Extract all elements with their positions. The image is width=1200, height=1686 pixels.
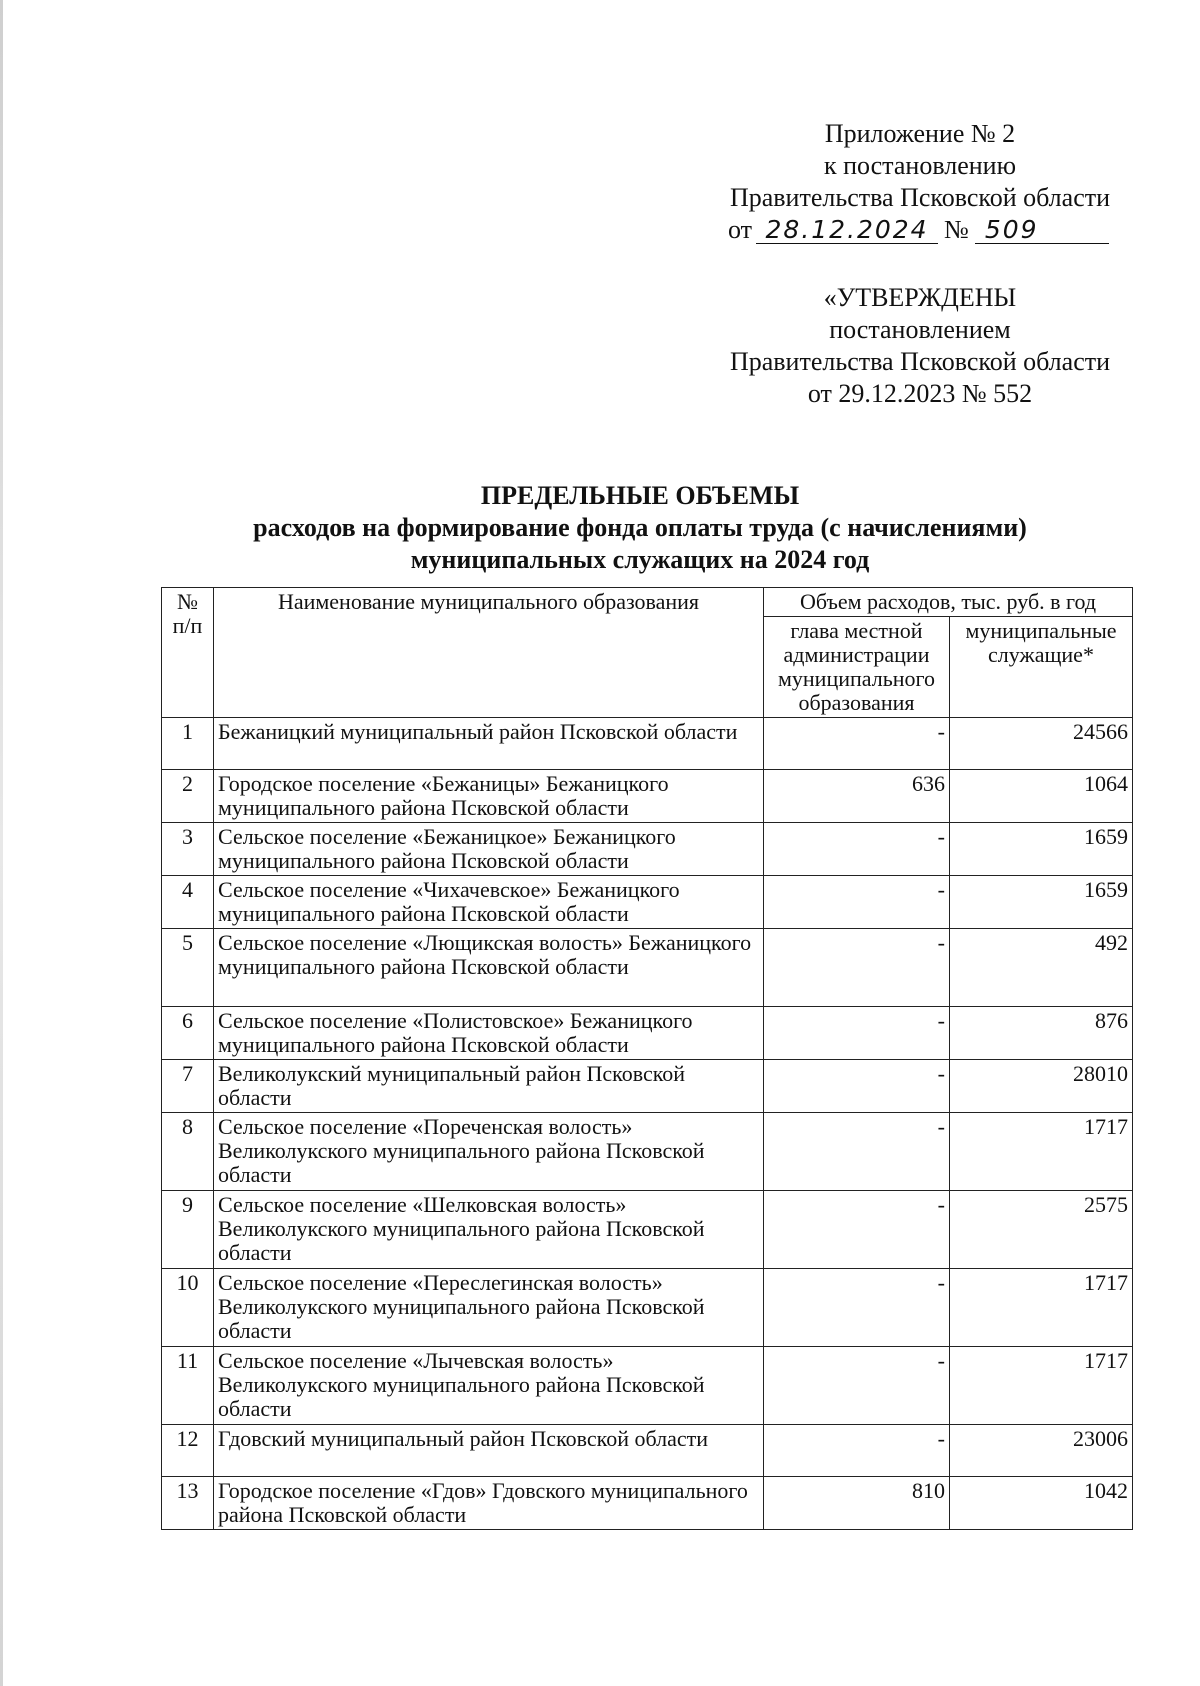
row-staff-value: 1717 <box>950 1113 1133 1191</box>
table-row <box>162 1007 1133 1060</box>
header-name: Наименование муниципального образования <box>214 588 764 718</box>
title-line-1: ПРЕДЕЛЬНЫЕ ОБЪЕМЫ <box>480 481 800 510</box>
table-row <box>162 1269 1133 1347</box>
row-number: 2 <box>162 770 214 823</box>
annex-date-number-line <box>690 214 1150 246</box>
row-head-admin-value: - <box>764 718 950 770</box>
table-row <box>162 929 1133 1007</box>
row-number: 12 <box>162 1425 214 1477</box>
row-staff-value: 28010 <box>950 1060 1133 1113</box>
approved-block <box>690 282 1150 410</box>
row-staff-value: 1717 <box>950 1347 1133 1425</box>
row-number: 8 <box>162 1113 214 1191</box>
header-number-sign: № <box>177 589 198 614</box>
table-row <box>162 1477 1133 1530</box>
row-municipality-name: Гдовский муниципальный район Псковской области <box>214 1425 764 1477</box>
row-municipality-name: Сельское поселение «Переслегинская волость» Великолукского муниципального района Псковской области <box>214 1269 764 1347</box>
table-body <box>162 718 1133 1530</box>
approved-title: «УТВЕРЖДЕНЫ <box>823 283 1017 312</box>
header-number <box>162 588 214 718</box>
row-staff-value: 2575 <box>950 1191 1133 1269</box>
row-number: 3 <box>162 823 214 876</box>
row-staff-value: 1717 <box>950 1269 1133 1347</box>
table-row <box>162 1425 1133 1477</box>
row-staff-value: 1659 <box>950 823 1133 876</box>
document-title <box>160 480 1120 576</box>
row-municipality-name: Сельское поселение «Чихачевское» Бежаницкого муниципального района Псковской области <box>214 876 764 929</box>
row-number: 7 <box>162 1060 214 1113</box>
annex-number-sign: № <box>944 215 969 244</box>
row-municipality-name: Сельское поселение «Лычевская волость» Великолукского муниципального района Псковской области <box>214 1347 764 1425</box>
table-row <box>162 1191 1133 1269</box>
row-staff-value: 1659 <box>950 876 1133 929</box>
handwritten-date: 28.12.2024 <box>756 217 938 244</box>
row-head-admin-value: - <box>764 1425 950 1477</box>
title-line-3: муниципальных служащих на 2024 год <box>410 545 870 574</box>
row-municipality-name: Городское поселение «Гдов» Гдовского муниципального района Псковской области <box>214 1477 764 1530</box>
row-number: 10 <box>162 1269 214 1347</box>
table-row <box>162 770 1133 823</box>
approved-date-number: от 29.12.2023 № 552 <box>807 379 1033 408</box>
row-staff-value: 492 <box>950 929 1133 1007</box>
row-number: 4 <box>162 876 214 929</box>
annex-date-prefix: от <box>728 215 753 244</box>
limits-table <box>161 587 1133 1530</box>
table-row <box>162 1347 1133 1425</box>
header-number-pp: п/п <box>172 613 203 638</box>
row-municipality-name: Сельское поселение «Бежаницкое» Бежаницкого муниципального района Псковской области <box>214 823 764 876</box>
table-row <box>162 718 1133 770</box>
row-head-admin-value: - <box>764 823 950 876</box>
row-number: 13 <box>162 1477 214 1530</box>
row-number: 6 <box>162 1007 214 1060</box>
row-number: 5 <box>162 929 214 1007</box>
handwritten-number: 509 <box>975 217 1109 244</box>
row-municipality-name: Сельское поселение «Шелковская волость» Великолукского муниципального района Псковской области <box>214 1191 764 1269</box>
row-head-admin-value: - <box>764 929 950 1007</box>
annex-government: Правительства Псковской области <box>729 183 1111 212</box>
annex-block <box>690 118 1150 246</box>
row-municipality-name: Великолукский муниципальный район Псковской области <box>214 1060 764 1113</box>
row-head-admin-value: 810 <box>764 1477 950 1530</box>
scan-page-edge <box>0 0 3 1686</box>
table-row <box>162 1060 1133 1113</box>
row-number: 1 <box>162 718 214 770</box>
annex-title: Приложение № 2 <box>824 119 1016 148</box>
row-head-admin-value: - <box>764 1347 950 1425</box>
row-head-admin-value: - <box>764 1269 950 1347</box>
approved-government: Правительства Псковской области <box>729 347 1111 376</box>
approved-by-decree: постановлением <box>829 315 1011 344</box>
row-head-admin-value: - <box>764 876 950 929</box>
header-expenses-group: Объем расходов, тыс. руб. в год <box>764 588 1133 617</box>
header-head-admin: глава местной администрации муниципального образования <box>764 617 950 718</box>
row-staff-value: 1064 <box>950 770 1133 823</box>
row-staff-value: 876 <box>950 1007 1133 1060</box>
row-number: 11 <box>162 1347 214 1425</box>
row-municipality-name: Городское поселение «Бежаницы» Бежаницкого муниципального района Псковской области <box>214 770 764 823</box>
row-staff-value: 23006 <box>950 1425 1133 1477</box>
row-municipality-name: Сельское поселение «Полистовское» Бежаницкого муниципального района Псковской области <box>214 1007 764 1060</box>
row-staff-value: 1042 <box>950 1477 1133 1530</box>
row-head-admin-value: 636 <box>764 770 950 823</box>
row-staff-value: 24566 <box>950 718 1133 770</box>
table-row <box>162 876 1133 929</box>
row-head-admin-value: - <box>764 1060 950 1113</box>
table-row <box>162 823 1133 876</box>
row-head-admin-value: - <box>764 1191 950 1269</box>
row-municipality-name: Бежаницкий муниципальный район Псковской области <box>214 718 764 770</box>
row-municipality-name: Сельское поселение «Пореченская волость» Великолукского муниципального района Псковской области <box>214 1113 764 1191</box>
annex-to-decree: к постановлению <box>823 151 1017 180</box>
row-head-admin-value: - <box>764 1007 950 1060</box>
table-row <box>162 1113 1133 1191</box>
title-line-2: расходов на формирование фонда оплаты труда (с начислениями) <box>253 513 1027 542</box>
row-head-admin-value: - <box>764 1113 950 1191</box>
row-number: 9 <box>162 1191 214 1269</box>
header-staff: муниципальные служащие* <box>950 617 1133 718</box>
table-header-row <box>162 588 1133 617</box>
row-municipality-name: Сельское поселение «Лющикская волость» Бежаницкого муниципального района Псковской области <box>214 929 764 1007</box>
